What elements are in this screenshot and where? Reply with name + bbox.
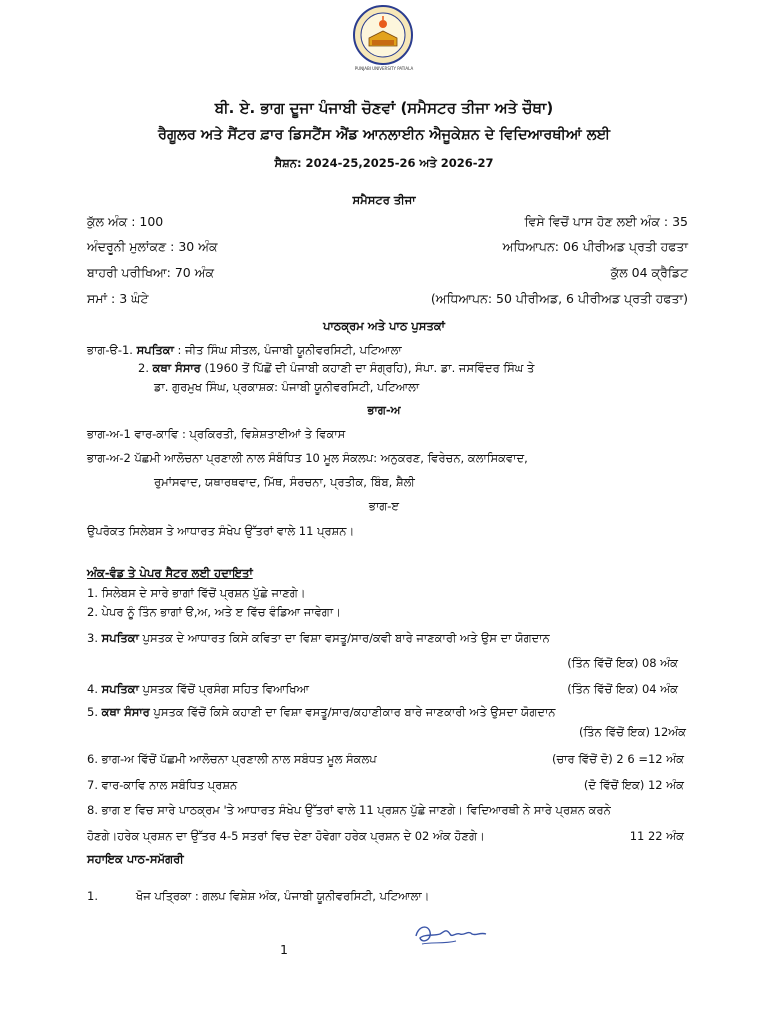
teaching-total: (ਅਧਿਆਪਨ: 50 ਪੀਰੀਅਡ, 6 ਪੀਰੀਅਡ ਪ੍ਰਤੀ ਹਫਤਾ) <box>430 291 688 306</box>
instruction-5-marks: (ਤਿੰਨ ਵਿੱਚੋਂ ਇਕ) 12ਅੰਕ <box>578 725 686 739</box>
part-u-prefix: ਭਾਗ-ੳ-1. <box>87 343 133 357</box>
instruction-4-marks: (ਤਿੰਨ ਵਿੱਚੋਂ ਇਕ) 04 ਅੰਕ <box>567 682 678 696</box>
instruction-3-book: ਸਪਤਿਕਾ <box>101 631 139 645</box>
total-credits: ਕੁੱਲ 04 ਕ੍ਰੈਡਿਟ <box>610 265 688 280</box>
university-logo <box>352 4 414 66</box>
reference-1-text: ਖੋਜ ਪਤ੍ਰਿਕਾ : ਗਲਪ ਵਿਸ਼ੇਸ਼ ਅੰਕ, ਪੰਜਾਬੀ ਯੂਨੀਵਰਸਿਟੀ, ਪਟਿਆਲਾ। <box>136 889 430 903</box>
instruction-1: 1. ਸਿਲੇਬਸ ਦੇ ਸਾਰੇ ਭਾਗਾਂ ਵਿੱਚੋਂ ਪ੍ਰਸ਼ਨ ਪੁੱਛੇ ਜਾਣਗੇ। <box>87 586 306 600</box>
instruction-5-text: ਪੁਸਤਕ ਵਿੱਚੋਂ ਕਿਸੇ ਕਹਾਣੀ ਦਾ ਵਿਸ਼ਾ ਵਸਤੂ/ਸਾਰ/ਕਹਾਣੀਕਾਰ ਬਾਰੇ ਜਾਣਕਾਰੀ ਅਤੇ ਉਸਦਾ ਯੋਗਦਾਨ <box>149 705 556 719</box>
instruction-3-marks: (ਤਿੰਨ ਵਿੱਚੋਂ ਇਕ) 08 ਅੰਕ <box>567 656 678 670</box>
instruction-4 <box>87 682 309 697</box>
university-seal-icon <box>352 4 414 66</box>
part-a-heading: ਭਾਗ-ਅ <box>367 403 401 417</box>
instruction-4-book: ਸਪਤਿਕਾ <box>101 682 139 696</box>
instruction-8-marks: 11 22 ਅੰਕ <box>629 829 684 843</box>
book-2-title: ਕਥਾ ਸੰਸਾਰ <box>152 361 201 375</box>
pass-marks: ਵਿਸੇ ਵਿਚੋਂ ਪਾਸ ਹੋਣ ਲਈ ਅੰਕ : 35 <box>524 214 688 229</box>
book-1-line <box>87 343 402 358</box>
instruction-6: 6. ਭਾਗ-ਅ ਵਿੱਚੋਂ ਪੱਛਮੀ ਆਲੋਚਨਾ ਪ੍ਰਣਾਲੀ ਨਾਲ ਸਬੰਧਤ ਮੂਲ ਸੰਕਲਪ <box>87 752 377 766</box>
internal-assessment: ਅੰਦਰੂਨੀ ਮੁਲਾਂਕਣ : 30 ਅੰਕ <box>87 239 218 254</box>
syllabus-heading: ਪਾਠਕ੍ਰਮ ਅਤੇ ਪਾਠ ਪੁਸਤਕਾਂ <box>323 319 445 333</box>
reference-1-number: 1. <box>87 889 98 903</box>
part-e-heading: ਭਾਗ-ੲ <box>368 499 400 513</box>
exam-time: ਸਮਾਂ : 3 ਘੰਟੇ <box>87 291 149 306</box>
instruction-3 <box>87 631 550 646</box>
document-title: ਬੀ. ਏ. ਭਾਗ ਦੂਜਾ ਪੰਜਾਬੀ ਚੋਣਵਾਂ (ਸਮੈਸਟਰ ਤੀਜਾ ਅਤੇ ਚੌਥਾ) <box>214 99 554 117</box>
instruction-5-book: ਕਥਾ ਸੰਸਾਰ <box>101 705 150 719</box>
instruction-3-number: 3. <box>87 631 98 645</box>
instruction-4-number: 4. <box>87 682 98 696</box>
instruction-4-text: ਪੁਸਤਕ ਵਿੱਚੋਂ ਪ੍ਰਸੰਗ ਸਹਿਤ ਵਿਆਖਿਆ <box>138 682 310 696</box>
reference-heading: ਸਹਾਇਕ ਪਾਠ-ਸਮੱਗਰੀ <box>87 852 184 866</box>
instruction-8-line-2: ਹੋਣਗੇ।ਹਰੇਕ ਪ੍ਰਸ਼ਨ ਦਾ ਉੱਤਰ 4-5 ਸਤਰਾਂ ਵਿਚ ਦੇਣਾ ਹੋਵੇਗਾ ਹਰੇਕ ਪ੍ਰਸ਼ਨ ਦੇ 02 ਅੰਕ ਹੋਣਗੇ। <box>87 829 485 843</box>
instruction-7: 7. ਵਾਰ-ਕਾਵਿ ਨਾਲ ਸਬੰਧਿਤ ਪ੍ਰਸ਼ਨ <box>87 778 238 792</box>
instruction-5-number: 5. <box>87 705 98 719</box>
page-number: 1 <box>280 942 288 957</box>
part-a-1: ਭਾਗ-ਅ-1 ਵਾਰ-ਕਾਵਿ : ਪ੍ਰਕਿਰਤੀ, ਵਿਸ਼ੇਸ਼ਤਾਈਆਂ ਤੇ ਵਿਕਾਸ <box>87 427 346 441</box>
book-1-details: : ਜੀਤ ਸਿੰਘ ਸੀਤਲ, ਪੰਜਾਬੀ ਯੂਨੀਵਰਸਿਟੀ, ਪਟਿਆਲਾ <box>173 343 402 357</box>
instructions-heading: ਅੰਕ-ਵੰਡ ਤੇ ਪੇਪਰ ਸੈਟਰ ਲਈ ਹਦਾਇਤਾਂ <box>87 566 253 580</box>
instruction-7-marks: (ਦੋ ਵਿੱਚੋਂ ਇਕ) 12 ਅੰਕ <box>583 778 684 792</box>
book-2-number: 2. <box>138 361 149 375</box>
book-2-line-2: ਡਾ. ਗੁਰਮੁਖ ਸਿੰਘ, ਪ੍ਰਕਾਸ਼ਕ: ਪੰਜਾਬੀ ਯੂਨੀਵਰਸਿਟੀ, ਪਟਿਆਲਾ <box>154 380 420 394</box>
part-a-2-line-1: ਭਾਗ-ਅ-2 ਪੱਛਮੀ ਆਲੋਚਨਾ ਪ੍ਰਣਾਲੀ ਨਾਲ ਸੰਬੰਧਿਤ 10 ਮੂਲ ਸੰਕਲਪ: ਅਨੁਕਰਣ, ਵਿਰੇਚਨ, ਕਲਾਸਿਕਵਾਦ, <box>87 451 528 465</box>
instruction-5 <box>87 705 555 720</box>
book-1-title: ਸਪਤਿਕਾ <box>136 343 174 357</box>
document-subtitle: ਰੈਗੂਲਰ ਅਤੇ ਸੈਂਟਰ ਫ਼ਾਰ ਡਿਸਟੈਂਸ ਐਂਡ ਆਨਲਾਈਨ ਐਜੂਕੇਸ਼ਨ ਦੇ ਵਿਦਿਆਰਥੀਆਂ ਲਈ <box>157 127 611 143</box>
session-line: ਸੈਸ਼ਨ: 2024-25,2025-26 ਅਤੇ 2026-27 <box>274 156 494 170</box>
book-2-details: (1960 ਤੋਂ ਪਿੱਛੋਂ ਦੀ ਪੰਜਾਬੀ ਕਹਾਣੀ ਦਾ ਸੰਗ੍ਰਹਿ), ਸੰਪਾ. ਡਾ. ਜਸਵਿੰਦਰ ਸਿੰਘ ਤੇ <box>200 361 535 375</box>
logo-caption: PUNJABI UNIVERSITY PATIALA <box>354 66 414 71</box>
external-exam: ਬਾਹਰੀ ਪਰੀਖਿਆ: 70 ਅੰਕ <box>87 265 215 280</box>
total-marks: ਕੁੱਲ ਅੰਕ : 100 <box>87 214 164 229</box>
instruction-2: 2. ਪੇਪਰ ਨੂੰ ਤਿੰਨ ਭਾਗਾਂ ੳ,ਅ, ਅਤੇ ੲ ਵਿੱਚ ਵੰਡਿਆ ਜਾਵੇਗਾ। <box>87 605 341 619</box>
book-2-line <box>138 361 534 376</box>
teaching-periods: ਅਧਿਆਪਨ: 06 ਪੀਰੀਅਡ ਪ੍ਰਤੀ ਹਫਤਾ <box>502 239 688 254</box>
part-a-2-line-2: ਰੁਮਾਂਸਵਾਦ, ਯਥਾਰਥਵਾਦ, ਮਿੱਥ, ਸੰਰਚਨਾ, ਪ੍ਰਤੀਕ, ਬਿੰਬ, ਸ਼ੈਲੀ <box>154 475 415 489</box>
instruction-3-text: ਪੁਸਤਕ ਦੇ ਆਧਾਰਤ ਕਿਸੇ ਕਵਿਤਾ ਦਾ ਵਿਸ਼ਾ ਵਸਤੂ/ਸਾਰ/ਕਵੀ ਬਾਰੇ ਜਾਣਕਾਰੀ ਅਤੇ ਉਸ ਦਾ ਯੋਗਦਾਨ <box>138 631 550 645</box>
part-e-text: ਉਪਰੋਕਤ ਸਿਲੇਬਸ ਤੇ ਆਧਾਰਤ ਸੰਖੇਪ ਉੱਤਰਾਂ ਵਾਲੇ 11 ਪ੍ਰਸ਼ਨ। <box>87 524 355 538</box>
instruction-6-marks: (ਚਾਰ ਵਿੱਚੋਂ ਦੋ) 2 6 =12 ਅੰਕ <box>552 752 684 766</box>
semester-heading: ਸਮੈਸਟਰ ਤੀਜਾ <box>352 193 416 207</box>
instruction-8-line-1: 8. ਭਾਗ ੲ ਵਿਚ ਸਾਰੇ ਪਾਠਕ੍ਰਮ 'ਤੇ ਆਧਾਰਤ ਸੰਖੇਪ ਉੱਤਰਾਂ ਵਾਲੇ 11 ਪ੍ਰਸ਼ਨ ਪੁੱਛੇ ਜਾਣਗੇ। ਵਿਦਿਆਰਥੀ ਨੇ ਸਾਰੇ ਪ੍ਰਸ਼ਨ ਕਰਨੇ <box>87 803 611 817</box>
